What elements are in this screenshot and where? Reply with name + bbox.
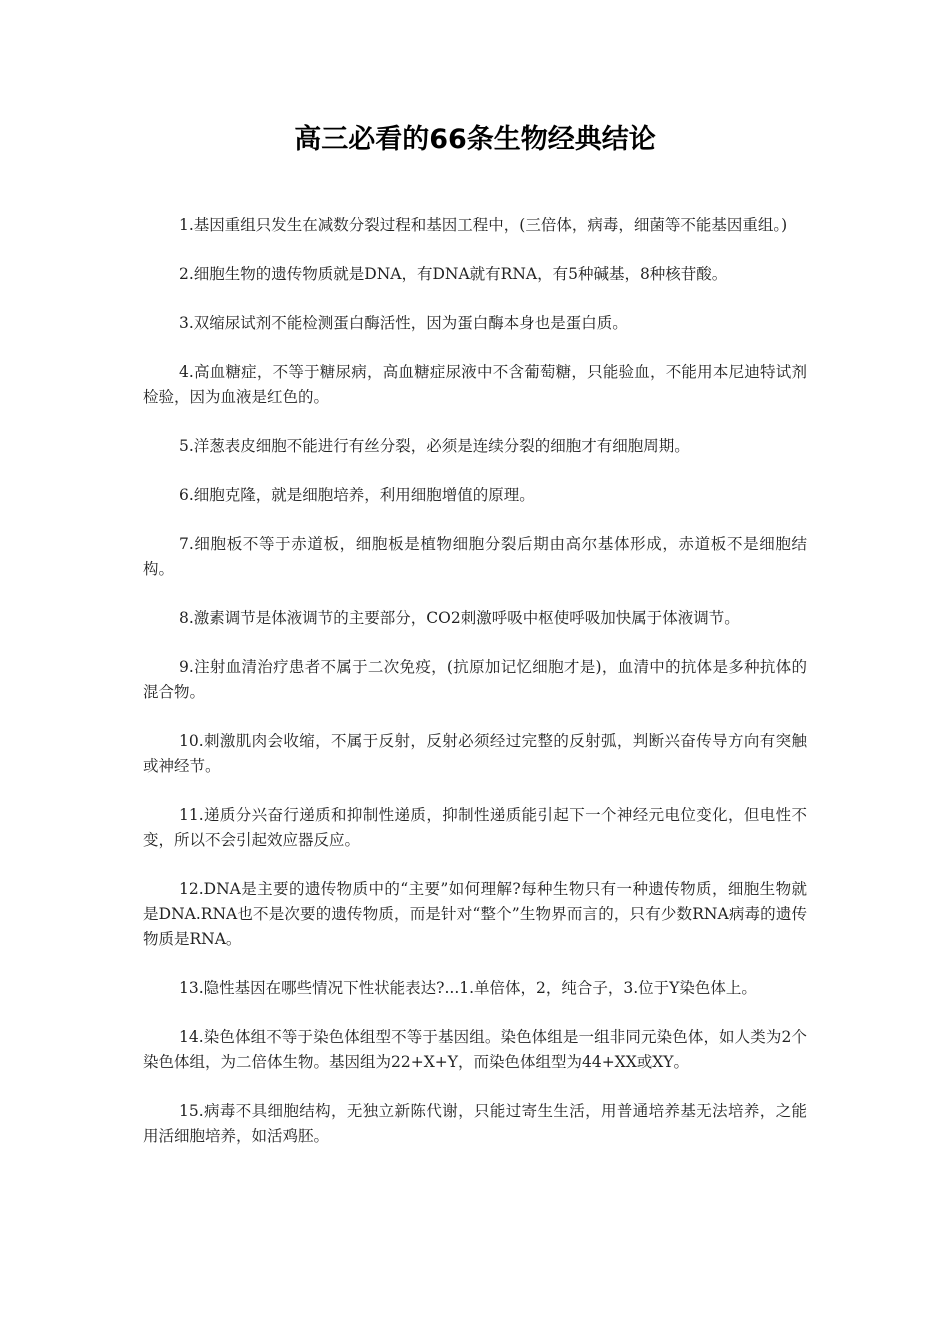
conclusion-item-8: 8.激素调节是体液调节的主要部分，CO2刺激呼吸中枢使呼吸加快属于体液调节。 [179,609,740,627]
conclusion-item-1: 1.基因重组只发生在减数分裂过程和基因工程中，(三倍体，病毒，细菌等不能基因重组。) [179,216,788,234]
conclusion-item-15: 15.病毒不具细胞结构，无独立新陈代谢，只能过寄生生活，用普通培养基无法培养，之能用活细胞培养，如活鸡胚。 [143,1102,807,1145]
conclusion-item-13: 13.隐性基因在哪些情况下性状能表达?...1.单倍体，2，纯合子，3.位于Y染色体上。 [179,979,757,997]
conclusion-item-4: 4.高血糖症，不等于糖尿病，高血糖症尿液中不含葡萄糖，只能验血，不能用本尼迪特试剂检验，因为血液是红色的。 [143,363,807,406]
conclusion-item-3: 3.双缩尿试剂不能检测蛋白酶活性，因为蛋白酶本身也是蛋白质。 [179,314,628,332]
conclusion-item-14: 14.染色体组不等于染色体组型不等于基因组。染色体组是一组非同元染色体，如人类为2个染色体组，为二倍体生物。基因组为22+X+Y，而染色体组型为44+XX或XY。 [143,1028,807,1071]
conclusion-item-12: 12.DNA是主要的遗传物质中的“主要”如何理解?每种生物只有一种遗传物质，细胞生物就是DNA.RNA也不是次要的遗传物质，而是针对“整个”生物界而言的，只有少数RNA病毒的遗传物质是RNA。 [143,880,807,948]
conclusion-item-10: 10.刺激肌肉会收缩，不属于反射，反射必须经过完整的反射弧，判断兴奋传导方向有突触或神经节。 [143,732,807,775]
conclusion-item-5: 5.洋葱表皮细胞不能进行有丝分裂，必须是连续分裂的细胞才有细胞周期。 [179,437,690,455]
document-title: 高三必看的66条生物经典结论 [294,124,656,155]
conclusion-item-6: 6.细胞克隆，就是细胞培养，利用细胞增值的原理。 [179,486,535,504]
conclusion-item-2: 2.细胞生物的遗传物质就是DNA，有DNA就有RNA，有5种碱基，8种核苷酸。 [179,265,728,283]
conclusion-list [143,213,807,1149]
conclusion-item-7: 7.细胞板不等于赤道板，细胞板是植物细胞分裂后期由高尔基体形成，赤道板不是细胞结构。 [143,535,807,578]
conclusion-item-11: 11.递质分兴奋行递质和抑制性递质，抑制性递质能引起下一个神经元电位变化，但电性不变，所以不会引起效应器反应。 [143,806,807,849]
conclusion-item-9: 9.注射血清治疗患者不属于二次免疫，(抗原加记忆细胞才是)，血清中的抗体是多种抗体的混合物。 [143,658,807,701]
